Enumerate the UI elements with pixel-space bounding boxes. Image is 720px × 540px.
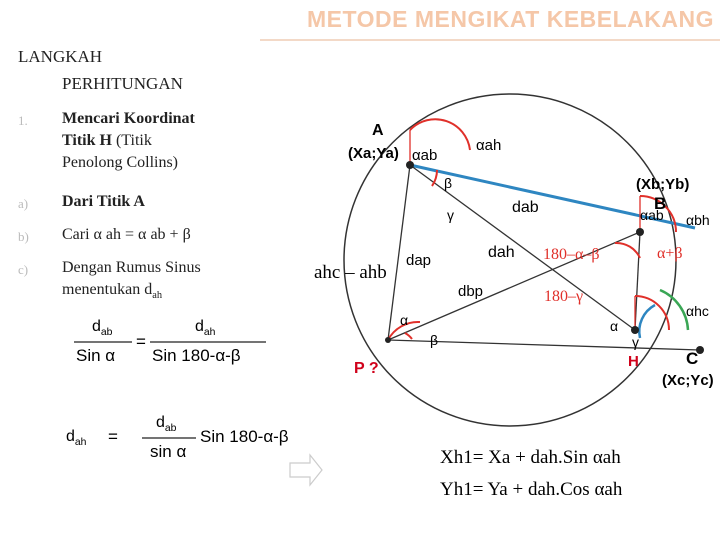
step-number-c: c) — [18, 262, 29, 277]
arc-alpha-hc — [660, 290, 688, 330]
label-p: P ? — [354, 360, 379, 377]
label-gamma-top: γ — [447, 207, 454, 223]
point-h — [631, 326, 639, 334]
label-alpha-plus-beta: α+β — [657, 245, 683, 262]
label-c-coords: (Xc;Yc) — [662, 372, 714, 389]
label-alpha-p: α — [400, 312, 409, 328]
label-alpha-h: α — [610, 318, 619, 334]
point-b — [636, 228, 644, 236]
label-180-gamma: 180–γ — [544, 288, 584, 305]
label-d-ah: dah — [488, 244, 515, 261]
step-1-bold-line1: Mencari Koordinat — [62, 110, 195, 127]
step-1-bold-line2: Titik H — [62, 132, 112, 149]
step-1-rest-line2: (Titik — [111, 132, 152, 149]
eq1-equals: = — [136, 332, 146, 351]
eq1-ab-sub: ab — [100, 327, 113, 339]
label-d-bp: dbp — [458, 283, 484, 300]
label-alpha-bh: αbh — [686, 212, 710, 228]
step-c-line1: Dengan Rumus Sinus — [62, 259, 201, 276]
arrow-icon — [290, 455, 322, 485]
eq1-denominator-right: Sin 180-α-β — [152, 346, 241, 365]
label-alpha-ab-b: αab — [640, 207, 664, 223]
step-number-a: a) — [18, 196, 29, 211]
label-b: B — [654, 194, 667, 213]
eq2-num-sub: ab — [164, 423, 177, 435]
label-180-alpha-beta: 180–α–β — [543, 246, 600, 263]
label-alpha-ab-a: αab — [412, 147, 438, 164]
steps-heading-line1: LANGKAH — [18, 47, 103, 66]
eq2-tail: Sin 180-α-β — [200, 427, 289, 446]
eq2-denominator: sin α — [150, 442, 187, 461]
steps-heading-line2: PERHITUNGAN — [62, 74, 183, 93]
formula-xh: Xh1= Xa + dah.Sin αah — [440, 447, 621, 468]
arc-alpha-plus-beta — [639, 305, 655, 338]
line-b-to-h — [635, 232, 640, 330]
step-number-1: 1. — [18, 113, 28, 128]
label-b-coords: (Xb;Yb) — [636, 176, 690, 193]
label-d-ap: dap — [406, 252, 432, 269]
label-a: A — [372, 122, 384, 139]
eq1-d-ab: d — [92, 318, 101, 335]
step-c-line2-sub: ah — [152, 290, 163, 302]
eq1-ah-sub: ah — [203, 327, 216, 339]
arc-180-a-b — [615, 243, 640, 258]
eq2-lhs-d: d — [66, 428, 75, 445]
step-c-line2-text: menentukan d — [62, 281, 153, 298]
label-c: C — [686, 349, 699, 368]
step-a-text: Dari Titik A — [62, 193, 145, 210]
label-beta-p: β — [430, 332, 439, 348]
step-1-line3: Penolong Collins) — [62, 154, 179, 171]
label-ahc-ahb: ahc – ahb — [314, 262, 387, 283]
eq1-d-ah: d — [195, 318, 204, 335]
arc-alpha-ah — [410, 119, 470, 150]
eq2-equals: = — [108, 427, 118, 446]
label-beta-top: β — [444, 175, 453, 191]
eq1-denominator-left: Sin α — [76, 346, 116, 365]
label-gamma-h: γ — [632, 334, 639, 350]
eq2-lhs-sub: ah — [74, 437, 87, 449]
eq2-num-d: d — [156, 414, 165, 431]
label-alpha-hc: αhc — [686, 303, 709, 319]
label-a-coords: (Xa;Ya) — [348, 145, 399, 162]
page-title: METODE MENGIKAT KEBELAKANG — [307, 6, 714, 32]
step-number-b: b) — [18, 229, 29, 244]
label-alpha-ah: αah — [476, 137, 502, 154]
arc-beta-p — [405, 333, 412, 339]
point-p — [385, 337, 391, 343]
label-h: H — [628, 353, 639, 370]
label-d-ab: dab — [512, 199, 539, 216]
step-b-text: Cari α ah = α ab + β — [62, 226, 191, 243]
formula-yh: Yh1= Ya + dah.Cos αah — [440, 479, 623, 500]
